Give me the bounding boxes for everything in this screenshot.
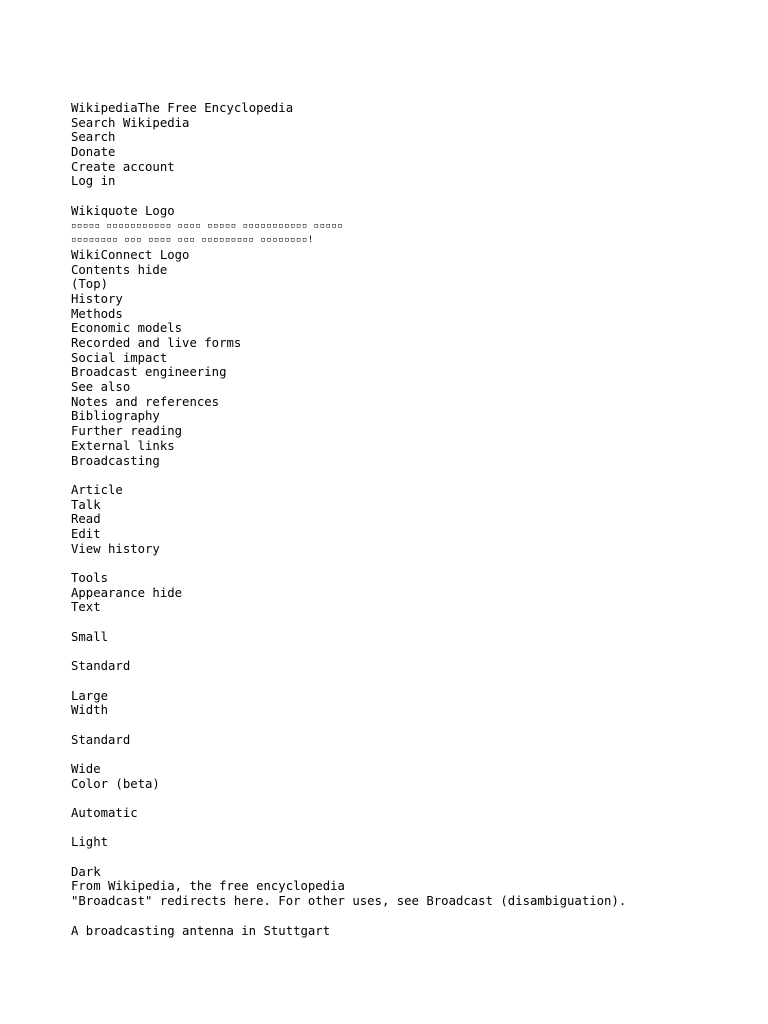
tab-read[interactable]: Read [71, 512, 101, 527]
toc-item-recorded-and-live-forms[interactable]: Recorded and live forms [71, 336, 242, 350]
spacer [71, 791, 751, 806]
spacer [71, 468, 751, 483]
wikiconnect-logo[interactable]: WikiConnect Logo [71, 247, 190, 262]
donate-link[interactable]: Donate [71, 145, 116, 160]
text-size-label: Text [71, 600, 101, 615]
tab-talk[interactable]: Talk [71, 497, 101, 512]
spacer [71, 747, 751, 762]
spacer [71, 718, 751, 733]
color-option-dark[interactable]: Dark [71, 864, 101, 879]
toc-item-see-also[interactable]: See also [71, 380, 131, 395]
toc-item-bibliography[interactable]: Bibliography [71, 409, 160, 424]
toc-item-external-links[interactable]: External links [71, 438, 175, 453]
spacer [71, 556, 751, 571]
image-caption: A broadcasting antenna in Stuttgart [71, 923, 331, 938]
search-input-label[interactable]: Search Wikipedia [71, 115, 190, 130]
spacer [71, 189, 751, 204]
banner-message-line-2: ▫▫▫▫▫▫▫▫ ▫▫▫ ▫▫▫▫ ▫▫▫ ▫▫▫▫▫▫▫▫▫ ▫▫▫▫▫▫▫▫! [71, 235, 314, 246]
article-tagline: From Wikipedia, the free encyclopedia [71, 879, 345, 894]
color-option-light[interactable]: Light [71, 835, 109, 850]
wikiquote-logo[interactable]: Wikiquote Logo [71, 203, 175, 218]
text-size-option-standard[interactable]: Standard [71, 659, 131, 674]
tools-menu-button[interactable]: Tools [71, 571, 109, 585]
toc-item-history[interactable]: History [71, 291, 123, 306]
color-option-automatic[interactable]: Automatic [71, 806, 138, 820]
toc-item-top[interactable]: (Top) [71, 277, 109, 292]
tab-view-history[interactable]: View history [71, 541, 160, 556]
spacer [71, 909, 751, 924]
create-account-link[interactable]: Create account [71, 159, 175, 174]
spacer [71, 850, 751, 865]
spacer [71, 674, 751, 689]
toc-item-further-reading[interactable]: Further reading [71, 424, 183, 439]
toc-item-methods[interactable]: Methods [71, 306, 123, 321]
text-size-option-large[interactable]: Large [71, 688, 109, 703]
hatnote[interactable]: "Broadcast" redirects here. For other uses, see Broadcast (disambiguation). [71, 894, 627, 909]
tab-article[interactable]: Article [71, 482, 123, 497]
search-button[interactable]: Search [71, 130, 116, 145]
spacer [71, 615, 751, 630]
text-size-option-small[interactable]: Small [71, 629, 109, 644]
color-label: Color (beta) [71, 776, 160, 791]
toc-item-economic-models[interactable]: Economic models [71, 321, 183, 336]
banner-message-line-1: ▫▫▫▫▫ ▫▫▫▫▫▫▫▫▫▫▫ ▫▫▫▫ ▫▫▫▫▫ ▫▫▫▫▫▫▫▫▫▫▫ ▫▫▫▫▫ [71, 220, 344, 231]
logo-wordmark: Wikipedia [71, 101, 138, 115]
spacer [71, 821, 751, 836]
appearance-heading[interactable]: Appearance hide [71, 585, 183, 600]
tab-edit[interactable]: Edit [71, 526, 101, 541]
width-label: Width [71, 703, 109, 718]
toc-heading[interactable]: Contents hide [71, 262, 168, 277]
logo-tagline: The Free Encyclopedia [137, 101, 294, 115]
site-logo[interactable] [71, 101, 751, 116]
width-option-wide[interactable]: Wide [71, 761, 101, 776]
spacer [71, 644, 751, 659]
page-title: Broadcasting [71, 453, 160, 468]
page-content [71, 101, 751, 938]
toc-item-notes-and-references[interactable]: Notes and references [71, 394, 220, 409]
toc-item-social-impact[interactable]: Social impact [71, 350, 168, 365]
toc-item-broadcast-engineering[interactable]: Broadcast engineering [71, 365, 227, 380]
width-option-standard[interactable]: Standard [71, 732, 131, 747]
log-in-link[interactable]: Log in [71, 174, 116, 189]
